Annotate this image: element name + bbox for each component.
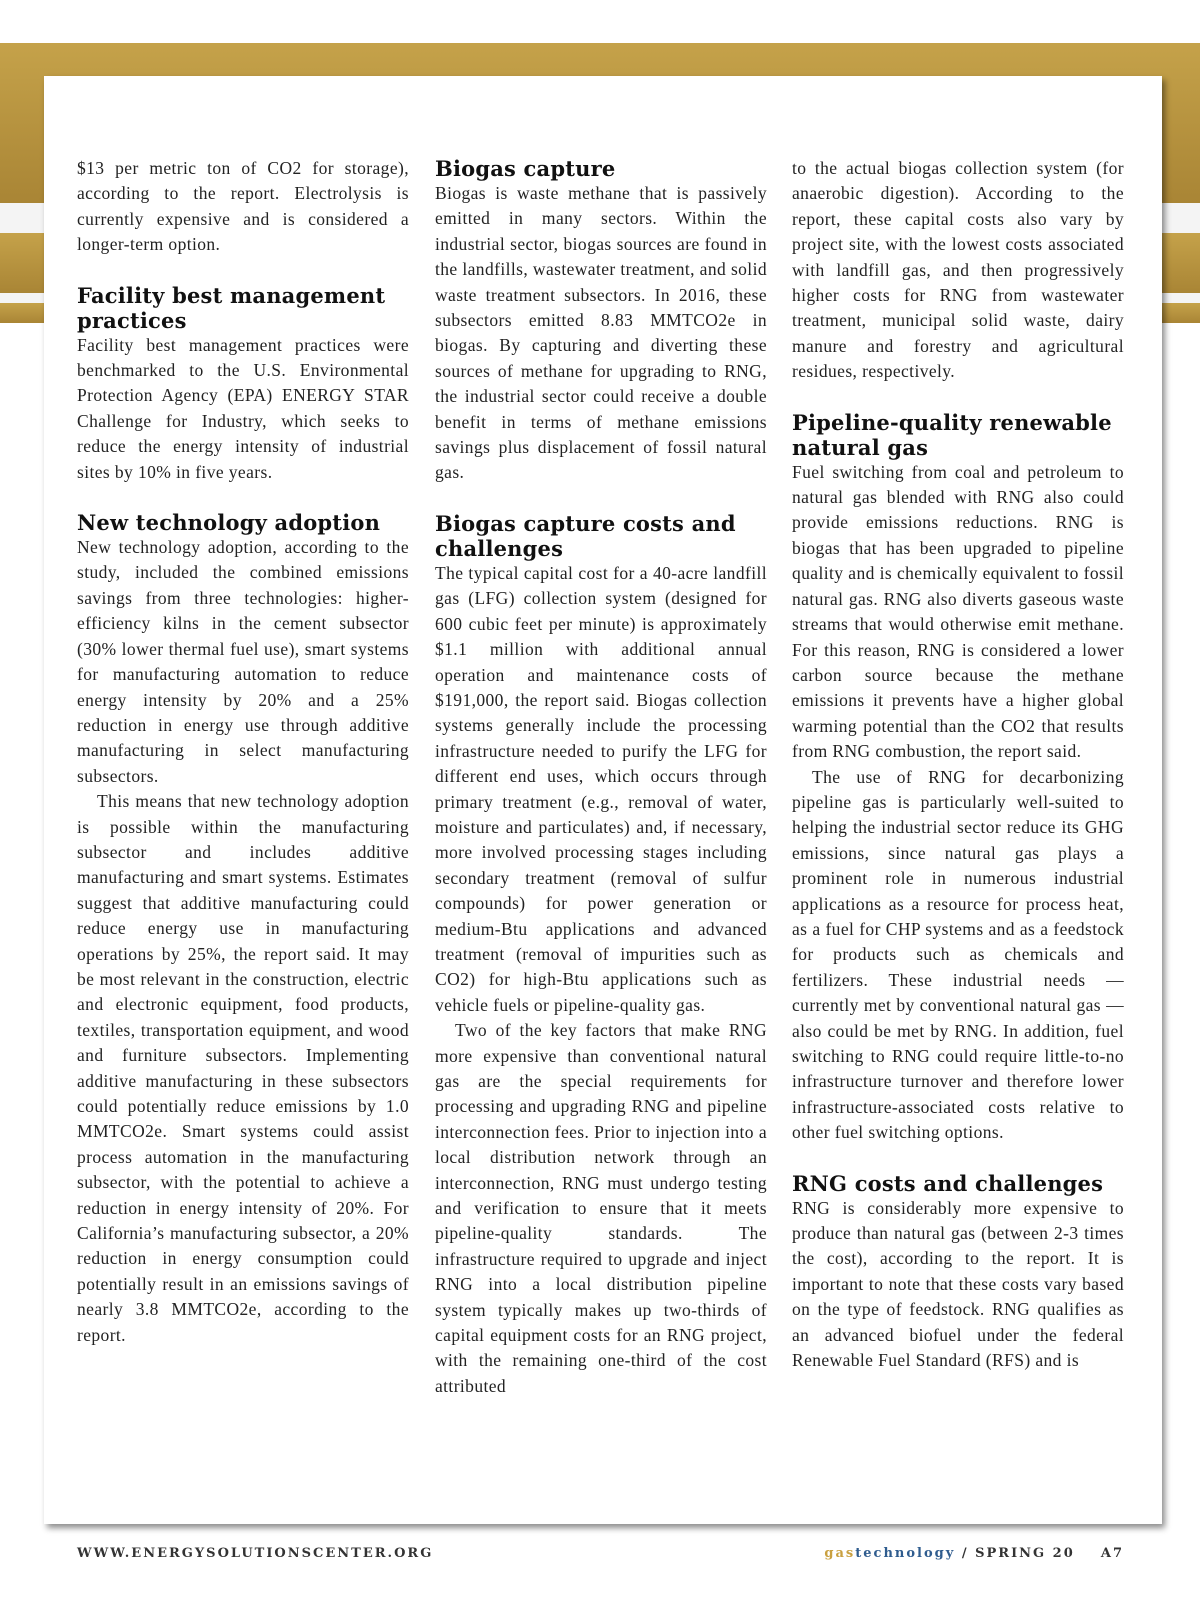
heading-facility: Facility best management practices — [77, 282, 386, 333]
paragraph-continuation: to the actual biogas collection system (for anaerobic digestion). According to the report, these capital costs also vary by project site, with the lowest costs associated with landfill gas, and then progressively higher costs for RNG from wastewater treatment, municipal solid waste, dairy manure and forestry and agricultural residues, respectively. — [792, 158, 1124, 382]
footer-url: WWW.ENERGYSOLUTIONSCENTER.ORG — [77, 1546, 434, 1561]
paragraph-pipeline-1: Fuel switching from coal and petroleum to natural gas blended with RNG also could provide emissions reductions. RNG is biogas that has been upgraded to pipeline quality and is chemically equivalent to fossil natural gas. RNG also diverts gaseous waste streams that would otherwise emit methane. For this reason, RNG is considered a lower carbon source because the methane emissions it prevents have a higher global warming potential than the CO2 that results from RNG combustion, the report said. — [792, 461, 1124, 762]
column-1 — [77, 156, 409, 1348]
brand-technology: technology — [855, 1546, 956, 1561]
column-3 — [792, 156, 1124, 1373]
heading-biogas-costs: Biogas capture costs and challenges — [435, 510, 736, 561]
paragraph-biogas-costs-1: The typical capital cost for a 40-acre landfill gas (LFG) collection system (designed for 600 cubic feet per minute) is approximately $1.1 million with additional annual operation and maintenance costs of $191,000, the report said. Biogas collection systems generally include the processing infrastructure needed to purify the LFG for different end uses, which occurs through primary treatment (e.g., removal of water, moisture and particulates) and, if necessary, more involved processing stages including secondary treatment (removal of sulfur compounds) for power generation or medium-Btu applications and advanced treatment (removal of impurities such as CO2) for high-Btu applications such as vehicle fuels or pipeline-quality gas. — [435, 562, 767, 1015]
brand-gas: gas — [824, 1546, 856, 1561]
issue-label: / SPRING 20 — [955, 1546, 1075, 1561]
page-number: A7 — [1100, 1546, 1124, 1561]
column-2 — [435, 156, 767, 1399]
paragraph-new-technology-2: This means that new technology adoption is possible within the manufacturing subsector and includes additive manufacturing and smart systems. Estimates suggest that additive manufacturing could reduce energy use in manufacturing operations by 25%, the report said. It may be most relevant in the construction, electric and electronic equipment, food products, textiles, transportation equipment, and wood and furniture subsectors. Implementing additive manufacturing in these subsectors could potentially reduce emissions by 1.0 MMTCO2e. Smart systems could assist process automation in the manufacturing subsector, with the potential to achieve a reduction in energy intensity of 20%. For California’s manufacturing subsector, a 20% reduction in energy consumption could potentially result in an emissions savings of nearly 3.8 MMTCO2e, according to the report. — [77, 791, 409, 1345]
footer-issue — [824, 1546, 1124, 1561]
paragraph-intro: $13 per metric ton of CO2 for storage), according to the report. Electrolysis is currently expensive and is considered a longer-term option. — [77, 158, 409, 255]
paragraph-rng-costs: RNG is considerably more expensive to produce than natural gas (between 2-3 times the cost), according to the report. It is important to note that these costs vary based on the type of feedstock. RNG qualifies as an advanced biofuel under the federal Renewable Fuel Standard (RFS) and is — [792, 1197, 1124, 1371]
heading-new-technology: New technology adoption — [77, 510, 381, 536]
paragraph-facility: Facility best management practices were benchmarked to the U.S. Environmental Protection Agency (EPA) ENERGY STAR Challenge for Industry, which seeks to reduce the energy intensity of industrial sites by 10% in five years. — [77, 334, 409, 482]
page-number-gap — [1075, 1546, 1101, 1561]
paragraph-pipeline-2: The use of RNG for decarbonizing pipeline gas is particularly well-suited to helping the industrial sector reduce its GHG emissions, since natural gas plays a prominent role in numerous industrial applications as a resource for process heat, as a fuel for CHP systems and as a feedstock for products such as chemicals and fertilizers. These industrial needs — currently met by conventional natural gas — also could be met by RNG. In addition, fuel switching to RNG could require little-to-no infrastructure turnover and therefore lower infrastructure-associated costs relative to other fuel switching options. — [792, 766, 1124, 1143]
paragraph-new-technology-1: New technology adoption, according to the study, included the combined emissions savings from three technologies: higher-efficiency kilns in the cement subsector (30% lower thermal fuel use), smart systems for manufacturing automation to reduce energy intensity by 20% and a 25% reduction in energy use through additive manufacturing in select manufacturing subsectors. — [77, 537, 409, 786]
paragraph-biogas-capture: Biogas is waste methane that is passively emitted in many sectors. Within the industrial sector, biogas sources are found in the landfills, wastewater treatment, and solid waste treatment subsectors. In 2016, these subsectors emitted 8.83 MMTCO2e in biogas. By capturing and diverting these sources of methane for upgrading to RNG, the industrial sector could receive a double benefit in terms of methane emissions savings plus displacement of fossil natural gas. — [435, 183, 767, 483]
heading-rng-costs: RNG costs and challenges — [792, 1170, 1104, 1196]
heading-pipeline-rng: Pipeline-quality renewable natural gas — [792, 409, 1112, 460]
paragraph-biogas-costs-2: Two of the key factors that make RNG more expensive than conventional natural gas are the special requirements for processing and upgrading RNG and pipeline interconnection fees. Prior to injection into a local distribution network through an interconnection, RNG must undergo testing and verification to ensure that it meets pipeline-quality standards. The infrastructure required to upgrade and inject RNG into a local distribution pipeline system typically makes up two-thirds of capital equipment costs for an RNG project, with the remaining one-third of the cost attributed — [435, 1020, 767, 1396]
heading-biogas-capture: Biogas capture — [435, 156, 616, 181]
